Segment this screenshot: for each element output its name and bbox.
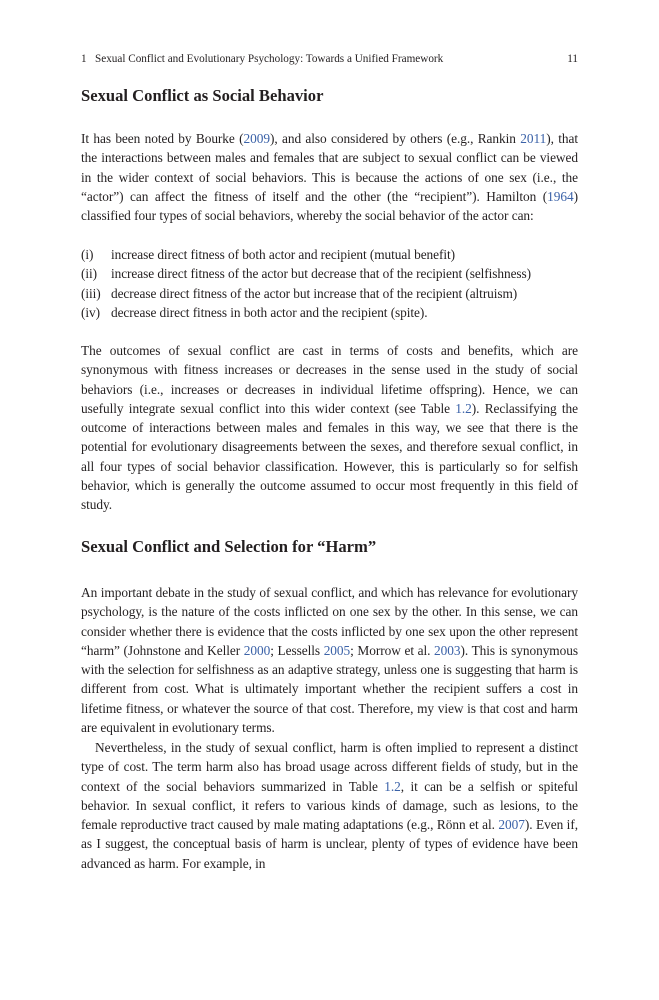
list-item bbox=[81, 284, 578, 303]
list-item-text: increase direct fitness of the actor but decrease that of the recipient (selfishness) bbox=[111, 266, 532, 282]
list-item-label: (iv) bbox=[81, 304, 100, 320]
list-item-label: (i) bbox=[81, 247, 94, 262]
paragraph: Nevertheless, in the study of sexual conflict, harm is often implied to represent a distinct type of cost. The term harm also has broad usage across different fields of study, but in the context of the social behaviors summarized in Table 1.2, it can be a selfish or spiteful behavior. In sexual conflict, it refers to various kinds of damage, such as lesions, to the female reproductive tract caused by male mating adaptations (e.g., Rönn et al. 2007). Even if, as I suggest, the conceptual basis of harm is unclear, plenty of types of evidence have been advanced as harm. For example, in bbox=[81, 740, 578, 871]
citation-link[interactable]: 2011 bbox=[520, 131, 547, 146]
paragraph: The outcomes of sexual conflict are cast in terms of costs and benefits, which are synonymous with fitness increases or decreases in the sense used in the study of social behaviors (i.e., increases or decreases in individual lifetime offspring). Hence, we can usefully integrate sexual conflict into this wider context (see Table 1.2). Reclassifying the outcome of interactions between males and females in this way, we see that there is the potential for evolutionary disagreements between the sexes, and therefore sexual conflict, in all four types of social behavior classification. However, this is particularly so for selfish behavior, which is generally the outcome assumed to occur most frequently in this field of study. bbox=[81, 343, 578, 513]
citation-link[interactable]: 2000 bbox=[243, 642, 271, 658]
list-item-text: decrease direct fitness of the actor but increase that of the recipient (altruism) bbox=[111, 285, 518, 301]
list-item-label: (ii) bbox=[81, 266, 97, 282]
citation-link[interactable]: 2003 bbox=[434, 642, 461, 658]
citation-link[interactable]: 2009 bbox=[243, 131, 270, 146]
table-reference-link[interactable]: 1.2 bbox=[384, 778, 401, 794]
paragraph: It has been noted by Bourke (2009), and also considered by others (e.g., Rankin 2011), that the interactions between males and females that are subject to sexual conflict can be viewed in the wider context of social behaviors. This is because the actions of one sex (i.e., the “actor”) can affect the fitness of itself and the other (the “recipient”). Hamilton (1964) classified four types of social behaviors, whereby the social behavior of the actor can: bbox=[81, 131, 578, 224]
list-item bbox=[81, 264, 578, 283]
table-reference-link[interactable]: 1.2 bbox=[455, 400, 472, 416]
citation-link[interactable]: 1964 bbox=[547, 188, 574, 204]
citation-link[interactable]: 2005 bbox=[323, 642, 351, 658]
page-number: 11 bbox=[567, 53, 578, 65]
section-heading-social-behavior: Sexual Conflict as Social Behavior bbox=[81, 86, 324, 105]
behavior-list bbox=[81, 245, 578, 322]
chapter-number: 1 bbox=[81, 53, 87, 65]
paragraph: An important debate in the study of sexual conflict, and which has relevance for evolutionary psychology, is the nature of the costs inflicted on one sex by the other. In this sense, we can consider whether there is evidence that the costs inflicted by one sex upon the other represent “harm” (Johnstone and Keller 2000; Lessells 2005; Morrow et al. 2003). This is synonymous with the selection for selfishness as an adaptive strategy, unless one is suggesting that harm is different from cost. What is ultimately important whether the recipient suffers a cost in lifetime fitness, or whatever the source of that cost. Therefore, my view is that cost and harm are equivalent in evolutionary terms. bbox=[81, 585, 578, 736]
list-item bbox=[81, 245, 578, 264]
list-item-text: increase direct fitness of both actor and recipient (mutual benefit) bbox=[111, 247, 455, 262]
list-item-label: (iii) bbox=[81, 285, 101, 301]
chapter-title: Sexual Conflict and Evolutionary Psychology: Towards a Unified Framework bbox=[95, 53, 444, 65]
list-item bbox=[81, 303, 578, 322]
list-item-text: decrease direct fitness in both actor and the recipient (spite). bbox=[111, 304, 428, 320]
section-heading-harm: Sexual Conflict and Selection for “Harm” bbox=[81, 537, 377, 556]
citation-link[interactable]: 2007 bbox=[498, 817, 525, 833]
